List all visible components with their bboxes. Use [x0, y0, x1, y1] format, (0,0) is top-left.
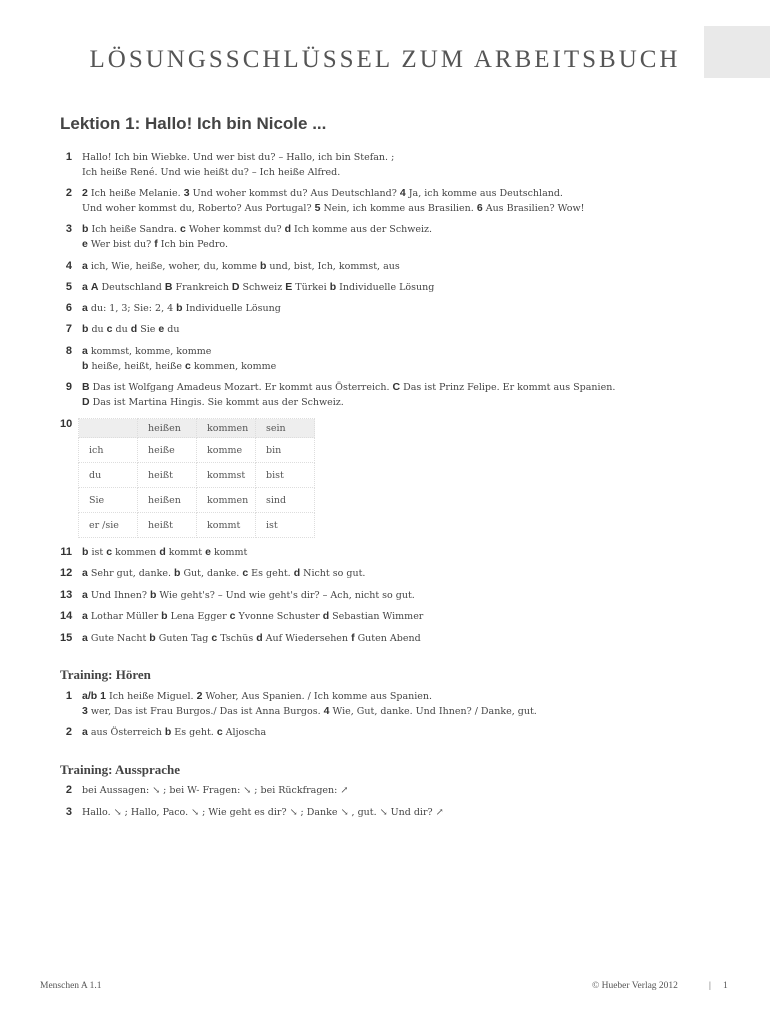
answer-letter: a — [82, 567, 88, 579]
table-cell: Sie — [79, 488, 138, 513]
answer-text: Frankreich — [172, 282, 232, 293]
answer-text: Gute Nacht — [87, 633, 150, 644]
answer-line — [82, 805, 444, 820]
answer-text: Aljoscha — [222, 727, 267, 738]
exercise-number: 9 — [65, 381, 72, 393]
answer-text: Individuelle Lösung — [336, 282, 435, 293]
answer-line — [82, 689, 432, 704]
table-row — [79, 513, 315, 538]
table-cell: ich — [79, 438, 138, 463]
answer-text: Yvonne Schuster — [235, 611, 323, 622]
answer-text: Sebastian Wimmer — [329, 611, 424, 622]
answer-line — [82, 545, 247, 560]
conjugation-table — [78, 418, 315, 538]
answer-line — [82, 259, 400, 274]
table-cell: kommt — [197, 513, 256, 538]
footer-separator: | — [709, 981, 711, 991]
answer-line — [82, 280, 434, 295]
answer-letter: c — [211, 632, 218, 644]
answer-text: Individuelle Lösung — [182, 303, 281, 314]
exercise-number: 12 — [60, 567, 73, 579]
answer-text: Wer bist du? — [87, 239, 155, 250]
table-cell: sind — [256, 488, 315, 513]
answer-letter: b — [82, 546, 89, 558]
answer-line — [82, 237, 228, 252]
answer-text: Guten Tag — [155, 633, 212, 644]
table-cell: du — [79, 463, 138, 488]
answer-text: Das ist Martina Hingis. Sie kommt aus der Schweiz. — [89, 397, 344, 408]
answer-letter: a — [82, 281, 88, 293]
answer-text: Guten Abend — [354, 633, 421, 644]
answer-text: Sehr gut, danke. — [87, 568, 175, 579]
answer-letter: b — [149, 589, 157, 601]
answer-letter: d — [130, 323, 138, 335]
answer-text: Und Ihnen? — [87, 590, 150, 601]
answer-text: Es geht. — [248, 568, 294, 579]
answer-letter: e — [205, 546, 211, 558]
answer-text: Wie geht's? – Und wie geht's dir? – Ach, nicht so gut. — [156, 590, 415, 601]
answer-letter: b — [164, 726, 172, 738]
answer-letter: b — [329, 281, 337, 293]
answer-line — [82, 201, 584, 216]
answer-text: Sie — [137, 324, 159, 335]
answer-letter: C — [392, 381, 401, 393]
table-row — [79, 488, 315, 513]
footer-book-title: Menschen A 1.1 — [40, 981, 102, 991]
exercise-number: 2 — [65, 726, 72, 738]
answer-letter: a — [82, 302, 88, 314]
answer-text: Schweiz — [239, 282, 286, 293]
answer-line — [82, 150, 394, 165]
exercise-number: 1 — [65, 151, 72, 163]
answer-letter: c — [242, 567, 249, 579]
answer-text: ist — [88, 547, 107, 558]
answer-letter: d — [159, 546, 166, 558]
answer-text: Türkei — [292, 282, 330, 293]
lesson-heading: Lektion 1: Hallo! Ich bin Nicole ... — [60, 114, 327, 133]
exercise-number: 11 — [60, 546, 72, 558]
answer-letter: e — [158, 323, 165, 335]
table-header-cell: heißen — [138, 419, 197, 438]
answer-line — [82, 704, 537, 719]
exercise-number: 7 — [65, 323, 72, 335]
answer-text: Auf Wiedersehen — [262, 633, 352, 644]
answer-text: Tschüs — [217, 633, 257, 644]
answer-text: Gut, danke. — [180, 568, 243, 579]
answer-letter: 2 — [82, 187, 88, 199]
answer-line — [82, 395, 344, 410]
answer-letter: d — [322, 610, 330, 622]
table-cell: heiße — [138, 438, 197, 463]
exercise-number: 8 — [65, 345, 72, 357]
table-cell: kommen — [197, 488, 256, 513]
answer-letter: c — [106, 546, 113, 558]
table-header-cell: kommen — [197, 419, 256, 438]
answer-text: Und woher kommst du, Roberto? Aus Portugal? — [82, 203, 315, 214]
answer-text: bei Aussagen: ↘ ; bei W- Fragen: ↘ ; bei Rückfragen: ↗ — [82, 785, 349, 796]
answer-text: Wie, Gut, danke. Und Ihnen? / Danke, gut. — [329, 706, 537, 717]
answer-letter: a — [82, 632, 88, 644]
answer-text: aus Österreich — [87, 727, 165, 738]
section-heading-hoeren: Training: Hören — [60, 667, 151, 682]
answer-text: kommen — [112, 547, 160, 558]
table-cell: heißt — [138, 463, 197, 488]
answer-text: wer, Das ist Frau Burgos./ Das ist Anna Burgos. — [87, 706, 324, 717]
answer-text: und, bist, Ich, kommst, aus — [266, 261, 400, 272]
answer-letter: a/b 1 — [82, 690, 106, 702]
exercise-number: 15 — [60, 632, 73, 644]
answer-letter: f — [351, 632, 355, 644]
answer-letter: a — [82, 610, 88, 622]
table-header-row — [79, 419, 315, 438]
answer-letter: a — [82, 260, 88, 272]
answer-text: Es geht. — [171, 727, 217, 738]
answer-letter: c — [216, 726, 223, 738]
answer-letter: f — [154, 238, 158, 250]
answer-text: Lothar Müller — [87, 611, 162, 622]
answer-letter: 4 — [399, 187, 406, 199]
answer-letter: c — [106, 323, 113, 335]
answer-text: kommst, komme, komme — [87, 346, 212, 357]
answer-text: kommen, komme — [190, 361, 277, 372]
answer-letter: c — [180, 223, 186, 235]
table-row — [79, 438, 315, 463]
exercise-number: 14 — [60, 610, 73, 622]
table-cell: er /sie — [79, 513, 138, 538]
table-header-cell: sein — [256, 419, 315, 438]
answer-letter: E — [285, 281, 293, 293]
answer-letter: b — [149, 632, 156, 644]
page-title: LÖSUNGSSCHLÜSSEL ZUM ARBEITSBUCH — [89, 46, 681, 73]
answer-line — [82, 588, 415, 603]
answer-text: du: 1, 3; Sie: 2, 4 — [87, 303, 177, 314]
answer-text: Aus Brasilien? Wow! — [482, 203, 585, 214]
answer-letter: B — [164, 281, 173, 293]
answer-letter: a — [82, 726, 88, 738]
answer-text: Das ist Prinz Felipe. Er kommt aus Spanien. — [400, 382, 616, 393]
answer-line — [82, 359, 276, 374]
answer-line — [82, 165, 340, 180]
answer-letter: b — [259, 260, 267, 272]
answer-text: Nicht so gut. — [300, 568, 366, 579]
table-cell: bist — [256, 463, 315, 488]
answer-text: Nein, ich komme aus Brasilien. — [320, 203, 477, 214]
answer-letter: D — [82, 396, 90, 408]
answer-text: Und woher kommst du? Aus Deutschland? — [189, 188, 400, 199]
answer-text: ich, Wie, heiße, woher, du, komme — [87, 261, 260, 272]
table-cell: bin — [256, 438, 315, 463]
table-row — [79, 463, 315, 488]
answer-text: Ja, ich komme aus Deutschland. — [405, 188, 563, 199]
answer-letter: d — [293, 567, 301, 579]
answer-line — [82, 344, 211, 359]
answer-text: Deutschland — [98, 282, 165, 293]
answer-text: du — [88, 324, 107, 335]
answer-letter: d — [256, 632, 263, 644]
answer-letter: 4 — [323, 705, 330, 717]
exercise-number: 6 — [65, 302, 72, 314]
answer-letter: e — [82, 238, 88, 250]
answer-letter: 5 — [314, 202, 321, 214]
exercise-number: 5 — [65, 281, 72, 293]
footer-page-number: 1 — [723, 981, 728, 991]
answer-line — [82, 783, 348, 798]
answer-text: du — [164, 324, 180, 335]
answer-letter: c — [184, 360, 191, 372]
answer-text: Lena Egger — [167, 611, 230, 622]
answer-text: heiße, heißt, heiße — [88, 361, 185, 372]
answer-letter: b — [82, 323, 89, 335]
answer-text: Ich heiße René. Und wie heißt du? – Ich heiße Alfred. — [82, 167, 341, 178]
answer-letter: a — [82, 589, 88, 601]
answer-line — [82, 301, 281, 316]
exercise-number: 2 — [65, 784, 72, 796]
answer-text: Das ist Wolfgang Amadeus Mozart. Er kommt aus Österreich. — [89, 382, 393, 393]
answer-letter: B — [82, 381, 90, 393]
exercise-number: 4 — [65, 260, 72, 272]
answer-letter: b — [176, 302, 183, 314]
answer-line — [82, 566, 365, 581]
answer-text: Ich heiße Sandra. — [88, 224, 181, 235]
answer-text: kommt — [165, 547, 206, 558]
answer-text: Woher, Aus Spanien. / Ich komme aus Spanien. — [202, 691, 433, 702]
answer-letter: d — [284, 223, 291, 235]
table-cell: ist — [256, 513, 315, 538]
table-cell: heißt — [138, 513, 197, 538]
answer-letter: c — [229, 610, 236, 622]
table-cell: komme — [197, 438, 256, 463]
footer-copyright: © Hueber Verlag 2012 — [592, 981, 678, 991]
answer-letter: 2 — [196, 690, 203, 702]
answer-text: Ich heiße Miguel. — [105, 691, 197, 702]
table-cell: heißen — [138, 488, 197, 513]
answer-text: kommt — [210, 547, 248, 558]
exercise-number: 10 — [60, 418, 73, 430]
exercise-number: 13 — [60, 589, 73, 601]
exercise-number: 3 — [65, 223, 72, 235]
exercise-number: 3 — [65, 806, 72, 818]
answer-letter: A — [90, 281, 99, 293]
answer-text: Hallo! Ich bin Wiebke. Und wer bist du? – Hallo, ich bin Stefan. ; — [82, 152, 395, 163]
answer-line — [82, 631, 421, 646]
answer-letter: 6 — [476, 202, 483, 214]
answer-line — [82, 609, 423, 624]
answer-text: Hallo. ↘ ; Hallo, Paco. ↘ ; Wie geht es dir? ↘ ; Danke ↘ , gut. ↘ Und dir? ↗ — [82, 807, 444, 818]
answer-letter: b — [82, 360, 89, 372]
section-heading-aussprache: Training: Aussprache — [60, 762, 181, 777]
answer-letter: b — [82, 223, 89, 235]
answer-line — [82, 186, 563, 201]
answer-letter: b — [161, 610, 168, 622]
exercise-number: 2 — [65, 187, 72, 199]
answer-letter: a — [82, 345, 88, 357]
answer-text: Ich komme aus der Schweiz. — [291, 224, 433, 235]
table-header-cell — [79, 419, 138, 438]
answer-text: Ich bin Pedro. — [157, 239, 228, 250]
answer-line — [82, 380, 615, 395]
answer-line — [82, 222, 432, 237]
answer-letter: b — [174, 567, 181, 579]
answer-letter: 3 — [82, 705, 88, 717]
answer-letter: 3 — [183, 187, 190, 199]
answer-line — [82, 725, 266, 740]
answer-text: Ich heiße Melanie. — [87, 188, 184, 199]
exercise-number: 1 — [65, 690, 72, 702]
answer-text: Woher kommst du? — [185, 224, 285, 235]
answer-letter: D — [231, 281, 240, 293]
table-cell: kommst — [197, 463, 256, 488]
answer-text: du — [112, 324, 131, 335]
answer-line — [82, 322, 179, 337]
